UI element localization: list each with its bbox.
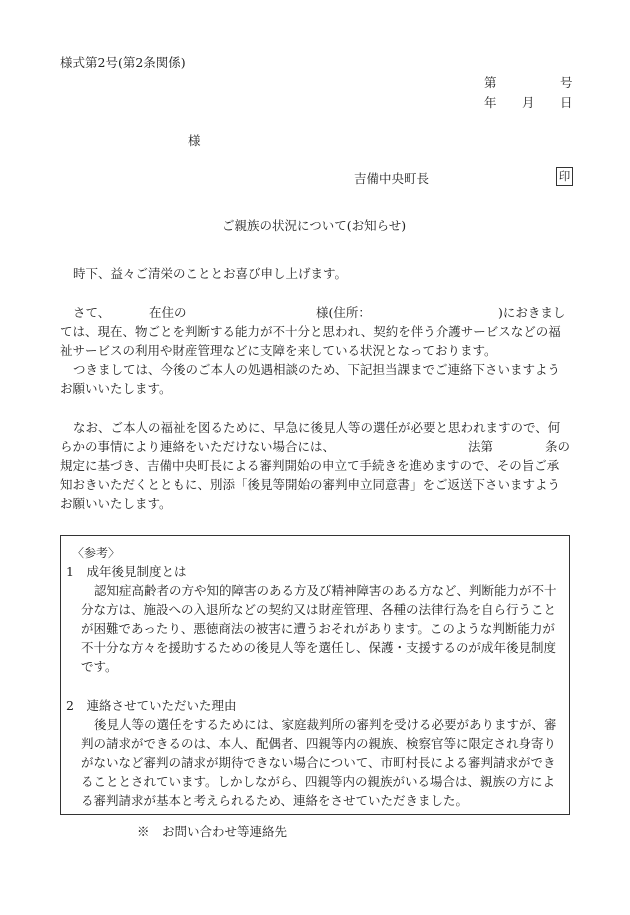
paragraph1-line5: お願いいたします。 (60, 381, 172, 396)
form-number-label: 様式第2号(第2条関係) (60, 55, 186, 70)
reference-box (60, 535, 570, 815)
document-number-prefix: 第 (484, 75, 497, 90)
p1-line1-end: )におきまし (498, 305, 566, 320)
reference-item2-line5: る審判請求が基本と考えられるため、連絡をさせていただきました。 (81, 793, 469, 808)
paragraph1-line3: 祉サービスの利用や財産管理などに支障を来している状況となっております。 (60, 343, 497, 358)
p2-article-label: 条の (545, 439, 571, 454)
reference-heading: 〈参考〉 (72, 546, 121, 560)
reference-item1-line4: 不十分な方々を援助するための後見人等を選任し、保護・支援するのが成年後見制度 (81, 640, 557, 655)
p1-residence-label: 在住の (149, 305, 187, 320)
date-year-label: 年 (484, 95, 497, 110)
document-title: ご親族の状況について(お知らせ) (222, 218, 407, 233)
date-day-label: 日 (560, 95, 573, 110)
reference-item2-line1: 後見人等の選任をするためには、家庭裁判所の審判を受ける必要がありますが、審 (94, 717, 557, 732)
paragraph2-line4: 知おきいただくとともに、別添「後見等開始の審判申立同意書」をご返送下さいますよう (60, 477, 561, 492)
reference-item1-line1: 認知症高齢者の方や知的障害のある方及び精神障害のある方など、判断能力が不十 (94, 583, 557, 598)
paragraph2-line5: お願いいたします。 (60, 496, 172, 511)
reference-item2-line4: ることとされています。しかしながら、四親等内の親族がいる場合は、親族の方によ (81, 774, 556, 789)
paragraph1-line4: つきましては、今後のご本人の処遇相談のため、下記担当課までご連絡下さいますよう (73, 362, 561, 377)
document-number-suffix: 号 (560, 75, 573, 90)
paragraph2-line3: 規定に基づき、吉備中央町長による審判開始の申立て手続きを進めますので、その旨ご承 (60, 458, 560, 473)
reference-item2-line3: がないなど審判の請求が期待できない場合について、市町村長による審判請求ができ (81, 755, 556, 770)
reference-item2-title: 2 連絡させていただいた理由 (66, 698, 237, 713)
contact-label: ※ お問い合わせ等連絡先 (137, 824, 288, 839)
reference-item1-title: 1 成年後見制度とは (66, 564, 187, 579)
seal-mark: 印 (556, 167, 573, 186)
p2-law-label: 法第 (468, 439, 494, 454)
p1-address-label: 様(住所： (316, 305, 371, 320)
sender-name: 吉備中央町長 (354, 171, 430, 186)
p2-line2-start: らかの事情により連絡をいただけない場合には、 (60, 439, 336, 454)
reference-item1-line3: が困難であったり、悪徳商法の被害に遭うおそれがあります。このような判断能力が (81, 621, 555, 636)
reference-item1-line2: 分な方は、施設への入退所などの契約又は財産管理、各種の法律行為を自ら行うこと (81, 602, 557, 617)
addressee-honorific: 様 (188, 133, 201, 148)
reference-item1-line5: です。 (81, 659, 118, 674)
paragraph1-line2: ては、現在、物ごとを判断する能力が不十分と思われ、契約を伴う介護サービスなどの福 (60, 324, 561, 339)
p1-prefix: さて、 (73, 305, 111, 320)
reference-item2-line2: 判の請求ができるのは、本人、配偶者、四親等内の親族、検察官等に限定され身寄り (81, 736, 557, 751)
paragraph2-line1: なお、ご本人の福祉を図るために、早急に後見人等の選任が必要と思われますので、何 (73, 420, 561, 435)
date-month-label: 月 (522, 95, 535, 110)
greeting-line: 時下、益々ご清栄のこととお喜び申し上げます。 (73, 266, 348, 281)
